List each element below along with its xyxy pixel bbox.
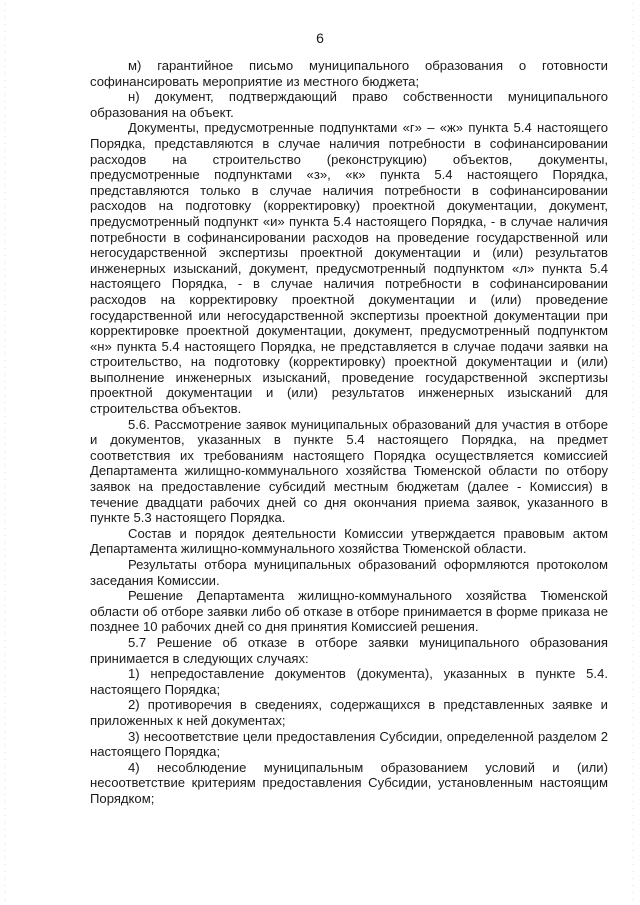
paragraph-case-4: 4) несоблюдение муниципальным образованием условий и (или) несоответствие критериям предоставления Субсидии, установленным настоящим Порядком;	[90, 759, 608, 806]
scan-edge-left	[4, 0, 6, 905]
paragraph-case-1: 1) непредоставление документов (документа), указанных в пункте 5.4. настоящего Порядка;	[90, 666, 608, 697]
scan-edge-right	[632, 0, 634, 905]
paragraph-item-n: н) документ, подтверждающий право собственности муниципального образования на объект.	[90, 89, 608, 120]
paragraph-5-7: 5.7 Решение об отказе в отборе заявки муниципального образования принимается в следующих случаях:	[90, 634, 608, 666]
page-number: 6	[316, 30, 324, 46]
paragraph-commission-composition: Состав и порядок деятельности Комиссии утверждается правовым актом Департамента жилищно-коммунального хозяйства Тюменской области.	[90, 525, 608, 557]
paragraph-5-6: 5.6. Рассмотрение заявок муниципальных образований для участия в отборе и документов, указанных в пункте 5.4 настоящего Порядка, на предмет соответствия их требованиям настоящего Порядка осуществляется комиссией Департамента жилищно-коммунального хозяйства Тюменской области по отбору заявок на предоставление субсидий местным бюджетам (далее - Комиссия) в течение двадцати рабочих дней со дня окончания приема заявок, указанного в пункте 5.3 настоящего Порядка.	[90, 416, 608, 526]
paragraph-case-3: 3) несоответствие цели предоставления Субсидии, определенной разделом 2 настоящего Порядка;	[90, 728, 608, 760]
paragraph-item-m: м) гарантийное письмо муниципального образования о готовности софинансировать мероприятие из местного бюджета;	[90, 58, 608, 89]
paragraph-department-decision: Решение Департамента жилищно-коммунального хозяйства Тюменской области об отборе заявки либо об отказе в отборе принимается в форме приказа не позднее 10 рабочих дней со дня принятия Комиссией решения.	[90, 588, 608, 635]
paragraph-case-2: 2) противоречия в сведениях, содержащихся в представленных заявке и приложенных к ней документах;	[90, 697, 608, 728]
paragraph-selection-results: Результаты отбора муниципальных образований оформляются протоколом заседания Комиссии.	[90, 557, 608, 588]
paragraph-documents: Документы, предусмотренные подпунктами «г» – «ж» пункта 5.4 настоящего Порядка, представляются в случае наличия потребности в софинансировании расходов на строительство (реконструкцию) объектов, документы, предусмотренные подпунктами «з», «к» пункта 5.4 настоящего Порядка, представляются только в случае наличия потребности в софинансировании расходов на подготовку (корректировку) проектной документации, документ, предусмотренный подпункт «и» пункта 5.4 настоящего Порядка, - в случае наличия потребности в софинансировании расходов на проведение государственной или негосударственной экспертизы проектной документации и (или) результатов инженерных изысканий, документ, предусмотренный подпунктом «л» пункта 5.4 настоящего Порядка, - в случае наличия потребности в софинансировании расходов на корректировку проектной документации и (или) проведение государственной или негосударственной экспертизы проектной документации при корректировке проектной документации, документ, предусмотренный подпунктом «н» пункта 5.4 настоящего Порядка, не представляется в случае подачи заявки на строительство, на подготовку (корректировку) проектной документации и (или) выполнение инженерных изысканий, проведение государственной экспертизы проектной документации и (или) результатов инженерных изысканий для строительства объектов.	[90, 120, 608, 417]
document-body	[90, 58, 608, 807]
